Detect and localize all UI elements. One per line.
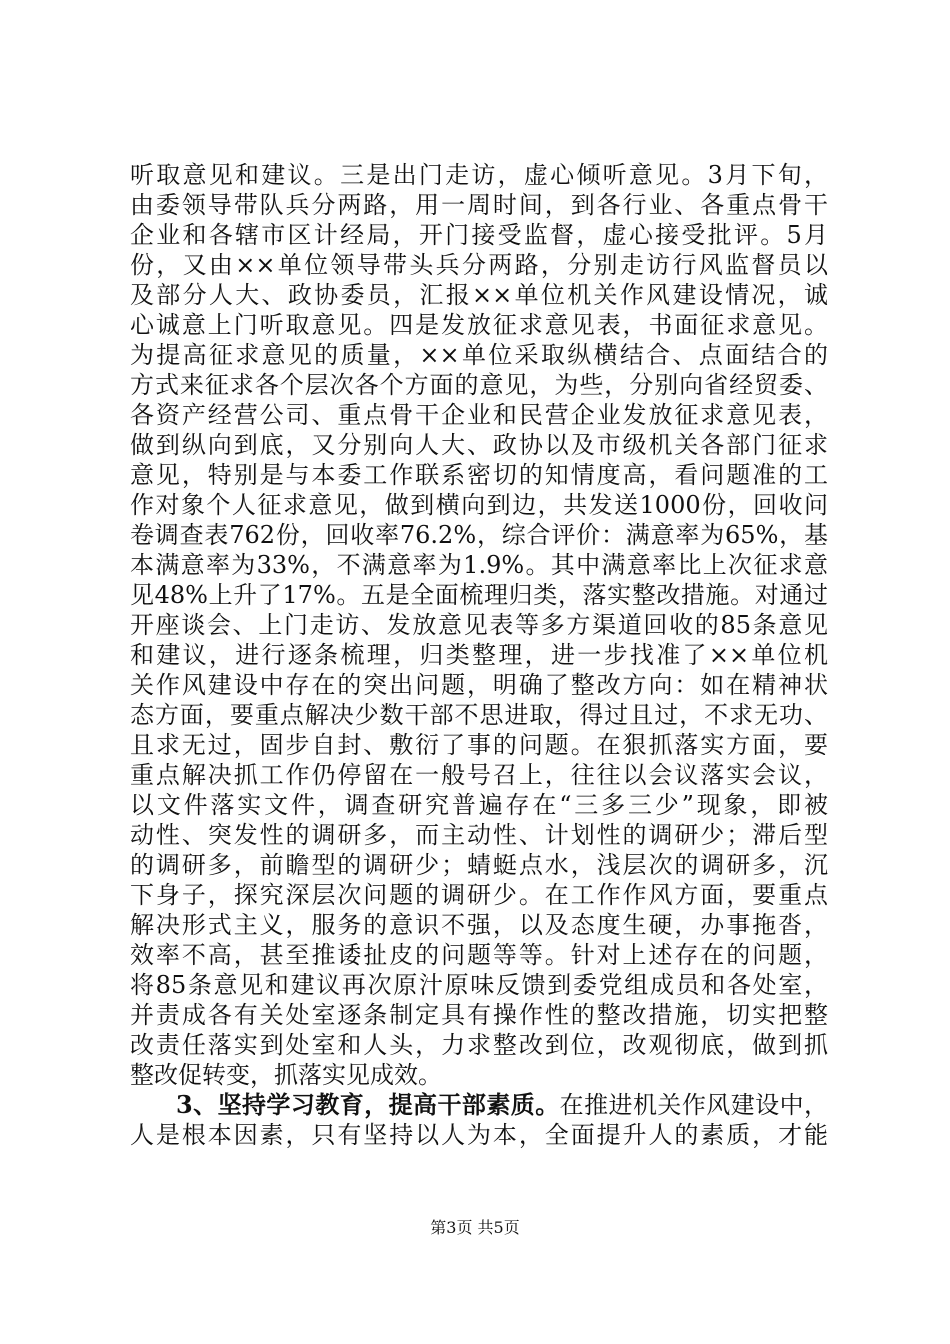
text-line: 方式来征求各个层次各个方面的意见，为些，分别向省经贸委、 (130, 371, 828, 399)
section-heading: 3、坚持学习教育，提高干部素质。 (176, 1090, 560, 1119)
text-line: 卷调查表762份，回收率76.2%，综合评价：满意率为65%，基 (130, 521, 828, 549)
text-line: 听取意见和建议。三是出门走访，虚心倾听意见。3月下旬， (130, 161, 828, 189)
text-line: 将85条意见和建议再次原汁原味反馈到委党组成员和各处室， (130, 971, 828, 999)
paragraph-2-line-2: 人是根本因素，只有坚持以人为本，全面提升人的素质，才能 (130, 1121, 828, 1149)
text-line: 以文件落实文件，调查研究普遍存在“三多三少”现象，即被 (130, 791, 828, 819)
text-line: 本满意率为33%，不满意率为1.9%。其中满意率比上次征求意 (130, 551, 828, 579)
text-line: 态方面，要重点解决少数干部不思进取，得过且过，不求无功、 (130, 701, 828, 729)
text-line: 做到纵向到底，又分别向人大、政协以及市级机关各部门征求 (130, 431, 828, 459)
text-line: 意见，特别是与本委工作联系密切的知情度高，看问题准的工 (130, 461, 828, 489)
text-line: 的调研多，前瞻型的调研少；蜻蜓点水，浅层次的调研多，沉 (130, 851, 828, 879)
page-footer: 第3页 共5页 (430, 1218, 520, 1237)
text-line: 下身子，探究深层次问题的调研少。在工作作风方面，要重点 (130, 881, 828, 909)
text-line: 见48%上升了17%。五是全面梳理归类，落实整改措施。对通过 (130, 581, 828, 609)
text-line: 心诚意上门听取意见。四是发放征求意见表，书面征求意见。 (130, 311, 828, 339)
paragraph-1 (130, 160, 828, 1090)
text-line: 作对象个人征求意见，做到横向到边，共发送1000份，回收问 (130, 491, 828, 519)
paragraph-2 (130, 1090, 828, 1150)
text-line: 关作风建设中存在的突出问题，明确了整改方向：如在精神状 (130, 671, 828, 699)
text-line: 动性、突发性的调研多，而主动性、计划性的调研少；滞后型 (130, 821, 828, 849)
text-line: 解决形式主义，服务的意识不强，以及态度生硬，办事拖沓， (130, 911, 828, 939)
paragraph-2-line-1 (130, 1090, 828, 1120)
text-line: 及部分人大、政协委员，汇报××单位机关作风建设情况，诚 (130, 281, 828, 309)
text-line: 整改促转变，抓落实见成效。 (130, 1061, 442, 1089)
text-line: 为提高征求意见的质量，××单位采取纵横结合、点面结合的 (130, 341, 828, 369)
text-line: 且求无过，固步自封、敷衍了事的问题。在狠抓落实方面，要 (130, 731, 828, 759)
text-line: 和建议，进行逐条梳理，归类整理，进一步找准了××单位机 (130, 641, 828, 669)
text-line: 并责成各有关处室逐条制定具有操作性的整改措施，切实把整 (130, 1001, 828, 1029)
text-line: 重点解决抓工作仍停留在一般号召上，往往以会议落实会议， (130, 761, 828, 789)
text-line: 份，又由××单位领导带头兵分两路，分别走访行风监督员以 (130, 251, 828, 279)
text-line: 开座谈会、上门走访、发放意见表等多方渠道回收的85条意见 (130, 611, 828, 639)
text-line: 改责任落实到处室和人头，力求整改到位，改观彻底，做到抓 (130, 1031, 828, 1059)
text-line: 效率不高，甚至推诿扯皮的问题等等。针对上述存在的问题， (130, 941, 828, 969)
text-line: 企业和各辖市区计经局，开门接受监督，虚心接受批评。5月 (130, 221, 828, 249)
text-line: 各资产经营公司、重点骨干企业和民营企业发放征求意见表， (130, 401, 828, 429)
body-text (130, 160, 828, 1150)
paragraph-2-text: 在推进机关作风建设中， (559, 1091, 828, 1119)
text-line: 由委领导带队兵分两路，用一周时间，到各行业、各重点骨干 (130, 191, 828, 219)
